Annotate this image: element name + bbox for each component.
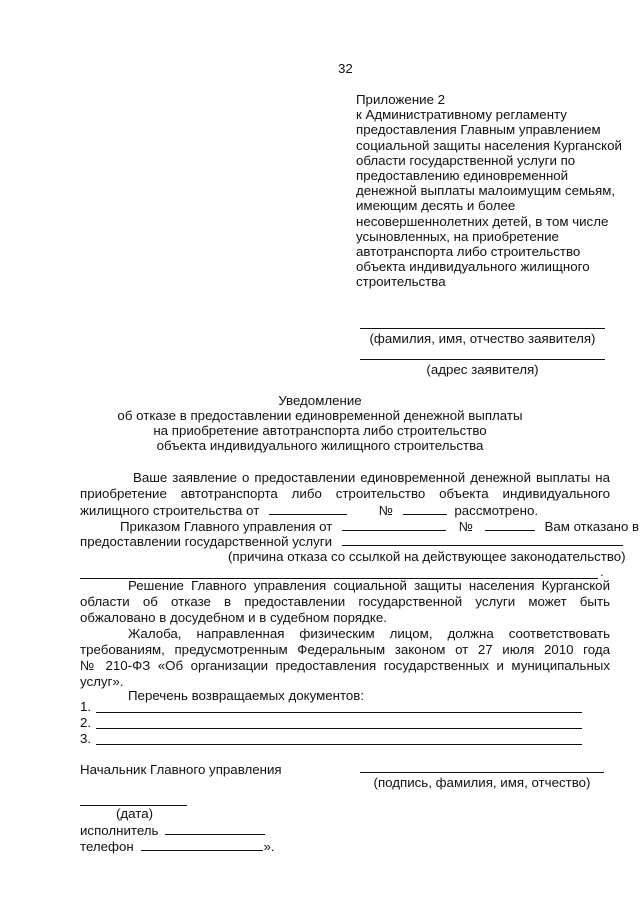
- paragraph-line: [120, 518, 639, 534]
- appendix-line: автотранспорта либо строительство: [356, 244, 581, 260]
- appendix-block: [356, 92, 622, 290]
- head-label: Начальник Главного управления: [80, 762, 282, 777]
- appendix-line: области государственной услуги по: [356, 152, 576, 168]
- appendix-line: социальной защиты населения Курганской: [356, 137, 622, 153]
- paragraph-text: услуг».: [80, 674, 124, 689]
- refusal-reason-field[interactable]: [342, 533, 623, 546]
- executor-label: исполнитель: [80, 823, 159, 838]
- paragraph-text: Ваше заявление о предоставлении единовременной денежной выплаты на: [133, 470, 610, 485]
- applicant-address-caption: (адрес заявителя): [426, 362, 539, 377]
- appendix-line: имеющим десять и более: [356, 198, 516, 214]
- paragraph-text: обжаловано в досудебном и в судебном порядке.: [80, 610, 387, 625]
- documents-heading: Перечень возвращаемых документов:: [128, 688, 365, 703]
- order-date-field[interactable]: [342, 518, 446, 531]
- applicant-address-line[interactable]: [360, 359, 605, 360]
- phone-field[interactable]: [141, 838, 263, 851]
- phone-label: телефон: [80, 839, 134, 854]
- document-title-line: объекта индивидуального жилищного строительства: [156, 438, 484, 453]
- application-date-label: жилищного строительства от: [80, 503, 260, 518]
- paragraph-line: [80, 502, 538, 518]
- application-date-field[interactable]: [269, 502, 347, 515]
- paragraph-text: требованиям, предусмотренным Федеральным законом от 27 июля 2010 года: [80, 642, 610, 657]
- paragraph-text: № 210-ФЗ «Об организации предоставления государственных и муниципальных: [80, 658, 610, 673]
- appendix-line: усыновленных, на приобретение: [356, 228, 559, 244]
- appendix-line: денежной выплаты малоимущим семьям,: [356, 183, 616, 199]
- signature-caption: (подпись, фамилия, имя, отчество): [373, 775, 591, 790]
- executor-field[interactable]: [165, 822, 265, 835]
- application-number-field[interactable]: [403, 502, 447, 515]
- page-number: 32: [338, 61, 353, 76]
- signature-line[interactable]: [360, 772, 604, 773]
- paragraph-line: [80, 533, 623, 549]
- paragraph-text: Решение Главного управления социальной защиты населения Курганской: [128, 578, 610, 593]
- document-title-line: об отказе в предоставлении единовременной денежной выплаты: [117, 408, 523, 423]
- appendix-line: предоставления Главным управлением: [356, 122, 601, 138]
- order-number-field[interactable]: [485, 518, 535, 531]
- phone-row: [80, 838, 275, 854]
- service-label: предоставлении государственной услуги: [80, 534, 333, 549]
- appendix-line: несовершеннолетних детей, в том числе: [356, 213, 609, 229]
- reason-end-mark: .: [600, 564, 604, 579]
- paragraph-text: приобретение автотранспорта либо строительство объекта индивидуального: [80, 486, 610, 501]
- appendix-line: предоставлению единовременной: [356, 168, 569, 184]
- considered-text: рассмотрено.: [454, 503, 539, 518]
- order-date-label: Приказом Главного управления от: [120, 519, 333, 534]
- reason-caption: (причина отказа со ссылкой на действующее законодательство): [228, 549, 626, 564]
- applicant-name-caption: (фамилия, имя, отчество заявителя): [369, 331, 596, 346]
- appendix-line: объекта индивидуального жилищного: [356, 259, 590, 275]
- refused-text: Вам отказано в: [544, 519, 640, 534]
- paragraph-text: области об отказе в предоставлении государственной услуги может быть: [80, 594, 610, 609]
- appendix-line: Приложение 2: [356, 92, 446, 107]
- paragraph-text: Жалоба, направленная физическим лицом, должна соответствовать: [128, 626, 610, 641]
- document-item-number: 1.: [80, 699, 92, 714]
- document-item-number: 3.: [80, 731, 92, 746]
- document-item-number: 2.: [80, 715, 92, 730]
- document-item-line[interactable]: [96, 744, 582, 745]
- document-heading: Уведомление: [278, 393, 362, 408]
- appendix-line: к Административному регламенту: [356, 107, 567, 123]
- date-caption: (дата): [116, 806, 154, 821]
- document-item-line[interactable]: [96, 712, 582, 713]
- document-title-line: на приобретение автотранспорта либо строительство: [153, 423, 487, 438]
- phone-end-mark: ».: [263, 839, 275, 854]
- application-number-label: №: [378, 503, 393, 518]
- appendix-line: строительства: [356, 274, 446, 290]
- executor-row: [80, 822, 265, 838]
- order-number-label: №: [458, 519, 474, 534]
- applicant-name-line[interactable]: [360, 328, 605, 329]
- document-item-line[interactable]: [96, 728, 582, 729]
